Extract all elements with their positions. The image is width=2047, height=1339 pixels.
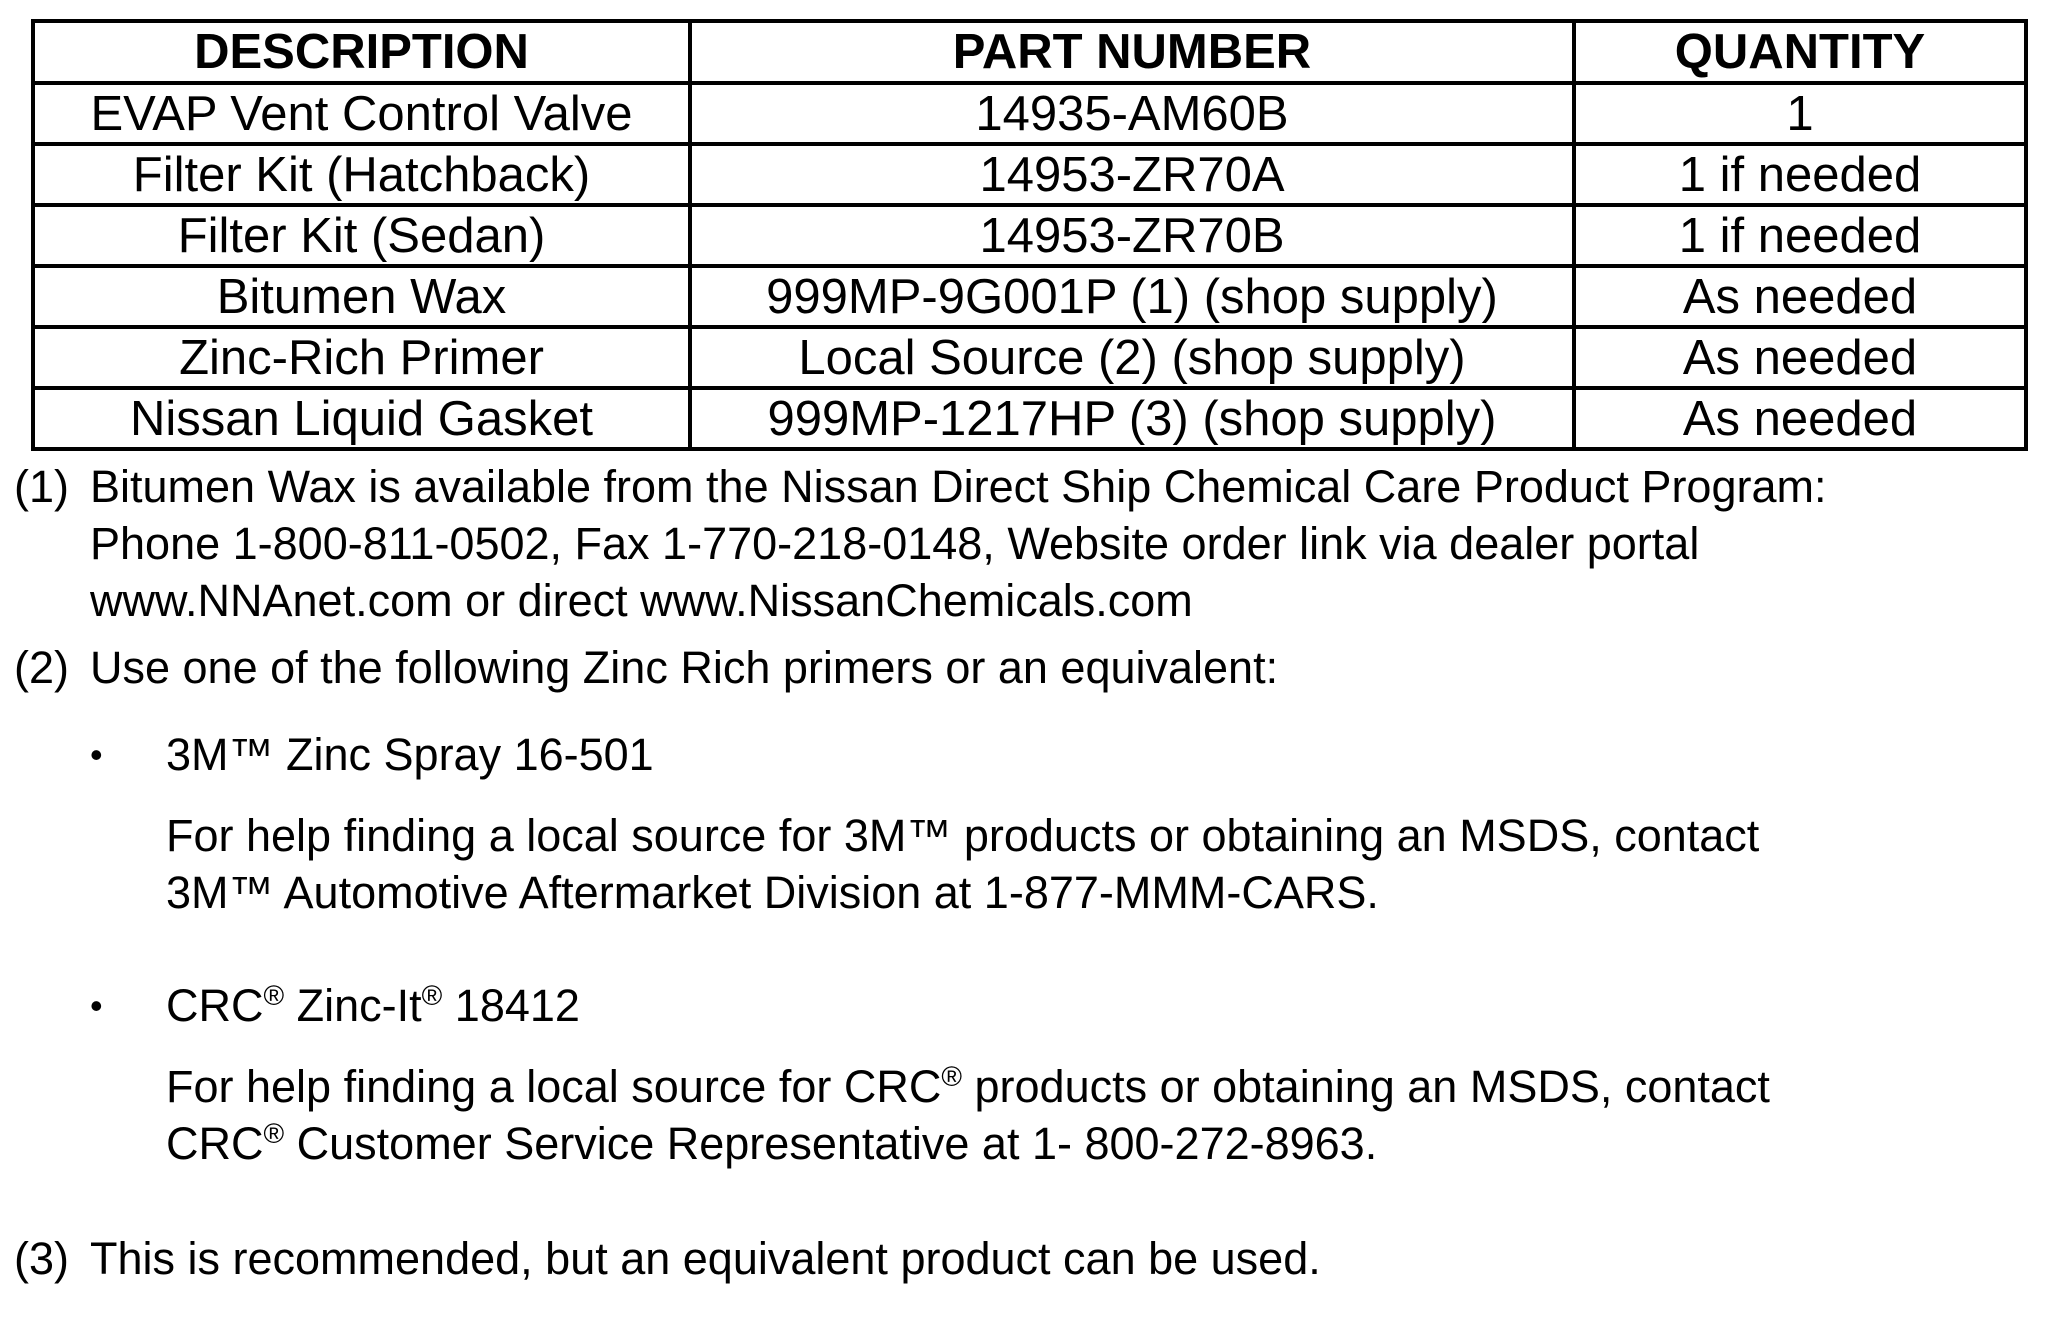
- bullet-content: [166, 726, 2034, 921]
- registered-mark-icon: ®: [263, 1118, 285, 1149]
- bullet-item-crc: [90, 977, 2034, 1172]
- desc-text: products or obtaining an MSDS, contact: [962, 1061, 1770, 1112]
- header-description: DESCRIPTION: [33, 21, 690, 83]
- registered-mark-icon: ®: [263, 980, 285, 1011]
- header-part-number: PART NUMBER: [690, 21, 1574, 83]
- cell-part-number: 999MP-9G001P (1) (shop supply): [690, 266, 1574, 327]
- bullet-desc-line: [166, 1115, 2034, 1172]
- table-row: [33, 144, 2026, 205]
- footnote-line: Phone 1-800-811-0502, Fax 1-770-218-0148, Website order link via dealer portal: [90, 518, 1700, 569]
- bullet-desc-line: For help finding a local source for 3M™ products or obtaining an MSDS, contact: [166, 810, 1760, 861]
- footnote-marker: (3): [14, 1233, 69, 1284]
- table-header-row: [33, 21, 2026, 83]
- parts-table: [31, 19, 2028, 451]
- bullet-item-3m: [90, 726, 2034, 921]
- registered-mark-icon: ®: [941, 1061, 962, 1092]
- bullet-desc-line: 3M™ Automotive Aftermarket Division at 1-877-MMM-CARS.: [166, 867, 1379, 918]
- bullet-content: [166, 977, 2034, 1172]
- footnotes: [14, 458, 2034, 1287]
- bullet-desc-line: [166, 1058, 2034, 1115]
- cell-part-number: Local Source (2) (shop supply): [690, 327, 1574, 388]
- desc-text: CRC: [166, 1118, 264, 1169]
- bullet-icon: •: [90, 734, 103, 775]
- bullet-title: [166, 977, 2034, 1034]
- bullet-description: [166, 1058, 2034, 1172]
- cell-quantity: As needed: [1574, 327, 2026, 388]
- cell-description: Bitumen Wax: [33, 266, 690, 327]
- cell-quantity: As needed: [1574, 266, 2026, 327]
- footnote-1: [14, 458, 2034, 629]
- footnote-body: [90, 458, 2034, 629]
- cell-quantity: As needed: [1574, 388, 2026, 449]
- table-row: [33, 327, 2026, 388]
- footnote-line: www.NNAnet.com or direct www.NissanChemicals.com: [90, 575, 1193, 626]
- cell-part-number: 999MP-1217HP (3) (shop supply): [690, 388, 1574, 449]
- registered-mark-icon: ®: [421, 980, 443, 1011]
- footnote-body: [90, 639, 2034, 1172]
- cell-description: Filter Kit (Sedan): [33, 205, 690, 266]
- table-row: [33, 388, 2026, 449]
- footnote-2: [14, 639, 2034, 1172]
- cell-part-number: 14935-AM60B: [690, 83, 1574, 144]
- cell-quantity: 1 if needed: [1574, 144, 2026, 205]
- desc-text: Customer Service Representative at 1- 800-272-8963.: [284, 1118, 1378, 1169]
- cell-part-number: 14953-ZR70A: [690, 144, 1574, 205]
- footnote-line: Bitumen Wax is available from the Nissan Direct Ship Chemical Care Product Program:: [90, 461, 1827, 512]
- cell-description: Zinc-Rich Primer: [33, 327, 690, 388]
- cell-description: Filter Kit (Hatchback): [33, 144, 690, 205]
- bullet-icon: •: [90, 985, 103, 1026]
- desc-text: For help finding a local source for CRC: [166, 1061, 942, 1112]
- footnote-line: Use one of the following Zinc Rich primers or an equivalent:: [90, 642, 1279, 693]
- product-text: Zinc-It: [284, 980, 422, 1031]
- cell-description: Nissan Liquid Gasket: [33, 388, 690, 449]
- table-row: [33, 205, 2026, 266]
- cell-description: EVAP Vent Control Valve: [33, 83, 690, 144]
- product-number-text: 18412: [442, 980, 580, 1031]
- brand-text: CRC: [166, 980, 264, 1031]
- header-quantity: QUANTITY: [1574, 21, 2026, 83]
- cell-part-number: 14953-ZR70B: [690, 205, 1574, 266]
- footnote-line: This is recommended, but an equivalent product can be used.: [90, 1233, 1321, 1284]
- table-row: [33, 266, 2026, 327]
- bullet-description: [166, 807, 2034, 921]
- footnote-3: [14, 1230, 2034, 1287]
- footnote-marker: (2): [14, 642, 69, 693]
- bullet-title: 3M™ Zinc Spray 16-501: [166, 729, 654, 780]
- table-row: [33, 83, 2026, 144]
- footnote-marker: (1): [14, 461, 69, 512]
- cell-quantity: 1 if needed: [1574, 205, 2026, 266]
- footnote-body: [90, 1230, 2034, 1287]
- cell-quantity: 1: [1574, 83, 2026, 144]
